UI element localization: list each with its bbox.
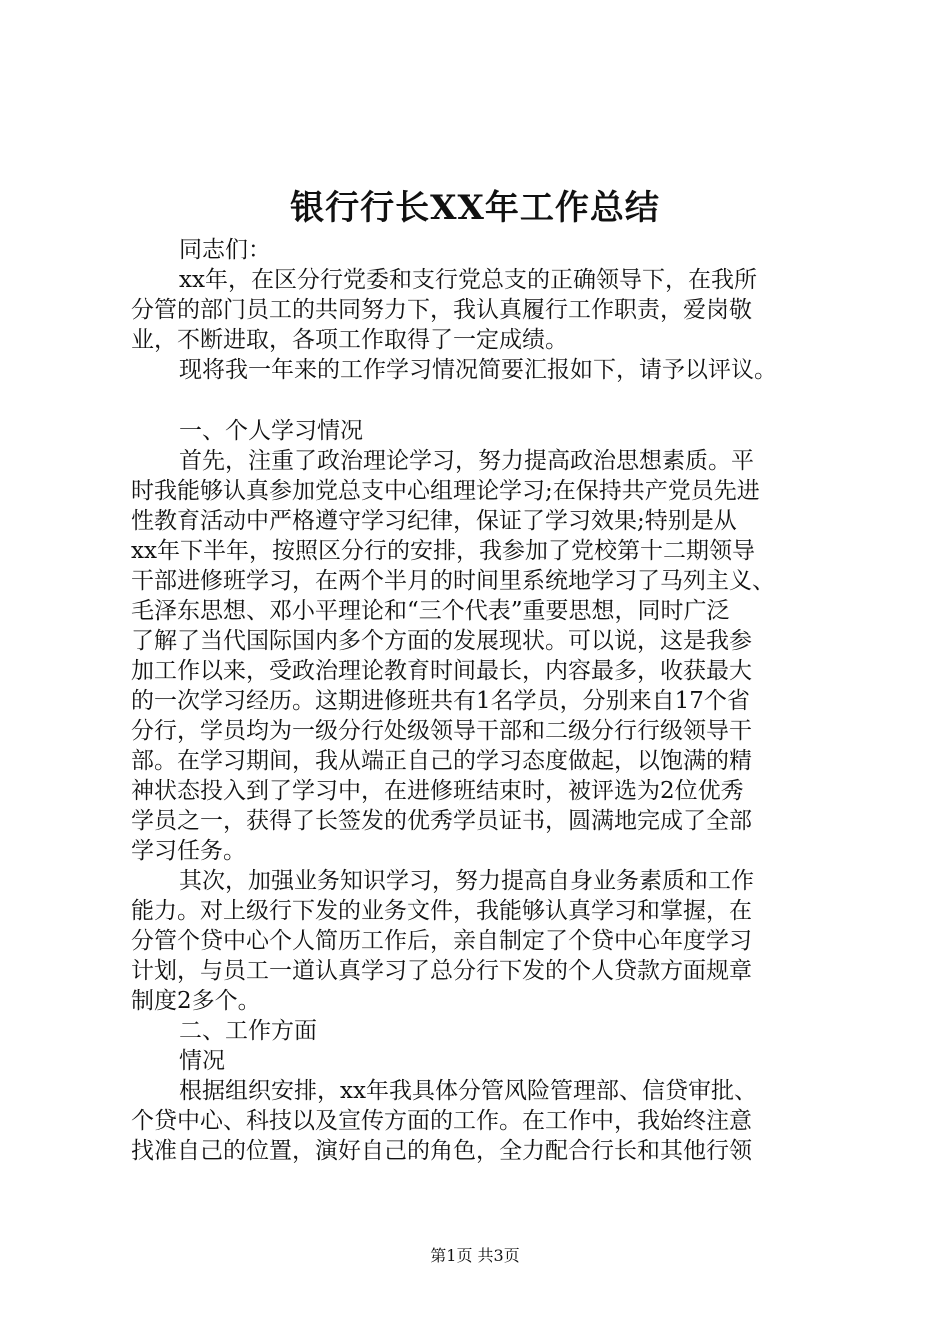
text-line: 加工作以来，受政治理论教育时间最长，内容最多，收获最大 [131, 658, 752, 684]
text-line: 二、工作方面 [179, 1018, 317, 1044]
text-line: 干部进修班学习，在两个半月的时间里系统地学习了马列主义、 [131, 568, 775, 594]
text-line: 分行，学员均为一级分行处级领导干部和二级分行行级领导干 [131, 718, 752, 744]
text-line: 分管个贷中心个人简历工作后，亲自制定了个贷中心年度学习 [131, 928, 752, 954]
text-line: 性教育活动中严格遵守学习纪律，保证了学习效果;特别是从 [131, 508, 737, 534]
page-footer: 第1页 共3页 [430, 1246, 520, 1265]
text-line: 的一次学习经历。这期进修班共有1名学员，分别来自17个省 [131, 688, 750, 714]
document-title: 银行行长XX年工作总结 [290, 188, 660, 228]
text-line: 学习任务。 [131, 838, 246, 864]
text-line: xx年下半年，按照区分行的安排，我参加了党校第十二期领导 [131, 538, 755, 564]
text-line: 时我能够认真参加党总支中心组理论学习;在保持共产党员先进 [131, 478, 760, 504]
text-line: 个贷中心、科技以及宣传方面的工作。在工作中，我始终注意 [131, 1108, 752, 1134]
text-line: xx年，在区分行党委和支行党总支的正确领导下，在我所 [179, 267, 757, 293]
text-line: 首先，注重了政治理论学习，努力提高政治思想素质。平 [179, 448, 754, 474]
text-line: 能力。对上级行下发的业务文件，我能够认真学习和掌握，在 [131, 898, 752, 924]
text-line: 计划，与员工一道认真学习了总分行下发的个人贷款方面规章 [131, 958, 752, 984]
document-body [131, 235, 831, 1166]
text-line: 业，不断进取，各项工作取得了一定成绩。 [131, 327, 568, 353]
text-line: 了解了当代国际国内多个方面的发展现状。可以说，这是我参 [131, 628, 752, 654]
text-line: 其次，加强业务知识学习，努力提高自身业务素质和工作 [179, 868, 754, 894]
text-line: 现将我一年来的工作学习情况简要汇报如下，请予以评议。 [179, 357, 777, 383]
text-line: 同志们： [179, 237, 271, 263]
text-line: 部。在学习期间，我从端正自己的学习态度做起，以饱满的精 [131, 748, 752, 774]
text-line: 制度2多个。 [131, 988, 261, 1014]
paragraph-spacer [131, 385, 831, 416]
text-line: 根据组织安排，xx年我具体分管风险管理部、信贷审批、 [179, 1078, 757, 1104]
text-line: 找准自己的位置，演好自己的角色，全力配合行长和其他行领 [131, 1138, 752, 1164]
text-line: 情况 [179, 1048, 225, 1074]
text-line: 神状态投入到了学习中，在进修班结束时，被评选为2位优秀 [131, 778, 744, 804]
text-line: 毛泽东思想、邓小平理论和“三个代表”重要思想，同时广泛 [131, 598, 730, 624]
text-line: 分管的部门员工的共同努力下，我认真履行工作职责，爱岗敬 [131, 297, 752, 323]
text-line: 一、个人学习情况 [179, 418, 363, 444]
text-line: 学员之一，获得了长签发的优秀学员证书，圆满地完成了全部 [131, 808, 752, 834]
